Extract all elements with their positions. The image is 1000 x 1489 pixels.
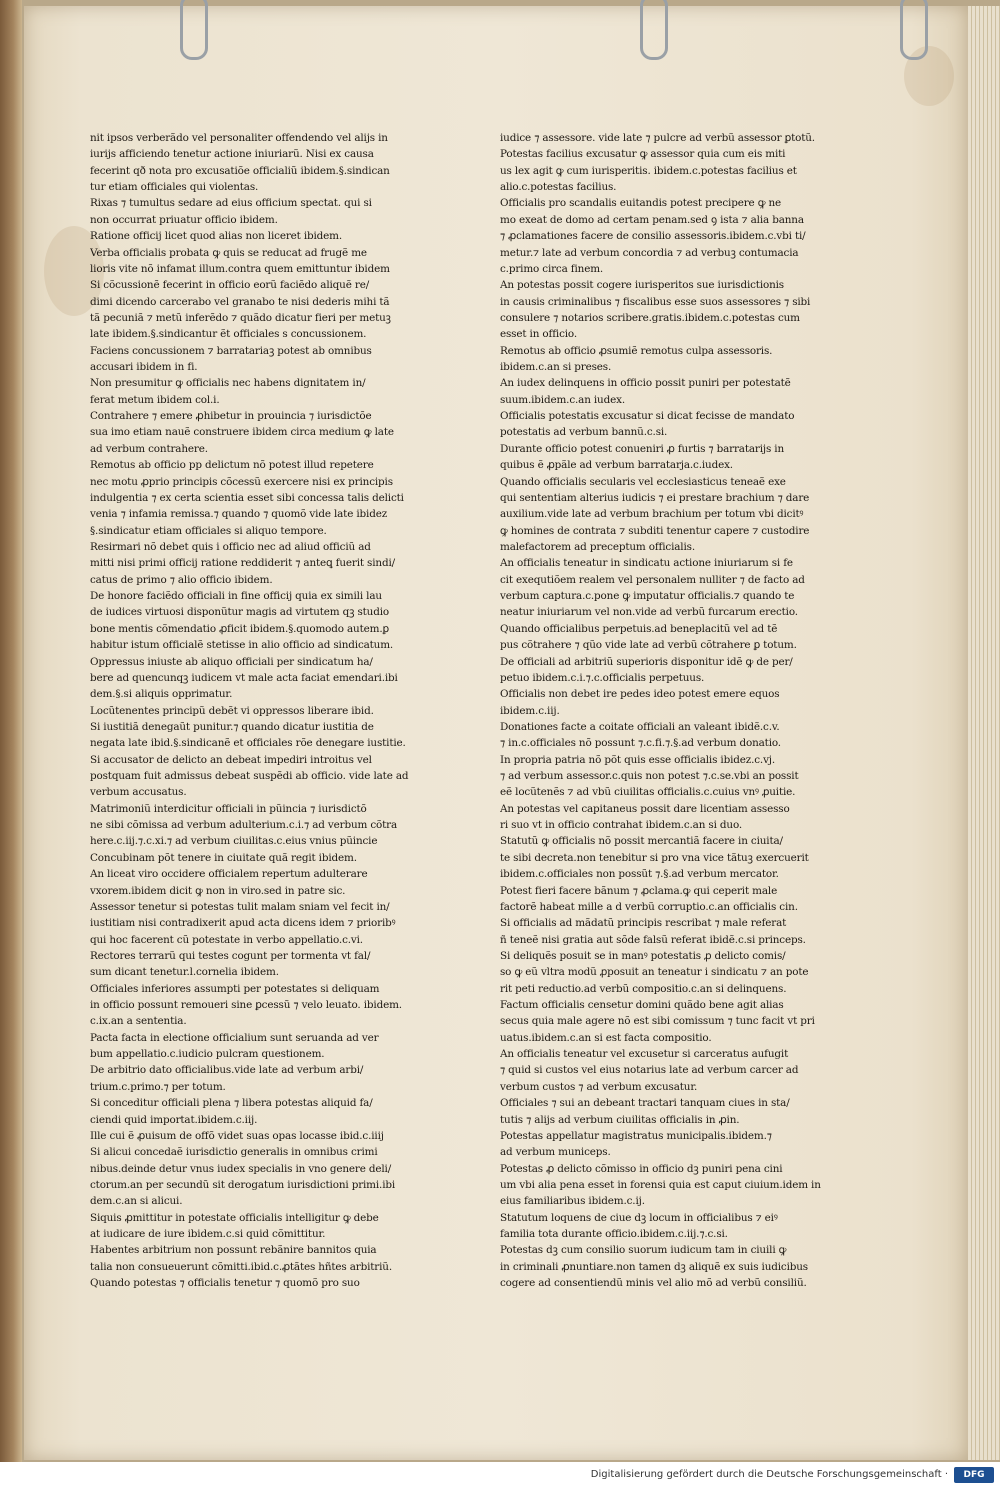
text-line: secus quia male agere nõ est sibi comissum ⁊ tunc facit vt pri [500, 1015, 815, 1028]
text-line: Durante officio potest conueniri ꝓ furtis ⁊ barratarijs in [500, 442, 784, 455]
footer-bar [0, 1462, 1000, 1489]
text-line: An liceat viro occidere officialem repertum adulterare [90, 868, 368, 881]
page-edges [968, 6, 1000, 1460]
text-line: ctorum.an per secundũ sit derogatum iurisdictioni primi.ibi [90, 1179, 396, 1191]
text-line: pus cõtrahere ⁊ qũo vide late ad verbũ cõtrahere ꝑ totum. [500, 639, 797, 652]
text-line: Habentes arbitrium non possunt rebãnire bannitos quia [90, 1244, 377, 1257]
text-line: eẽ locũtenẽs ⁊ ad vbũ ciuilitas officialis.c.cuius vnꝰ ꝓuitie. [500, 786, 796, 799]
text-line: ⁊ quid si custos vel eius notarius late ad verbum carcer ad [500, 1064, 799, 1077]
text-line: nibus.deinde detur vnus iudex specialis in vno genere deli/ [90, 1162, 392, 1175]
text-line: nit ipsos verberãdo vel personaliter offendendo vel alijs in [90, 132, 388, 144]
text-column-left [90, 130, 430, 1292]
text-line: verbum accusatus. [90, 786, 187, 799]
text-line: mo exeat de domo ad certam penam.sed ꝯ ista ⁊ alia banna [500, 213, 804, 226]
text-line: ibidem.c.officiales non possũt ⁊.§.ad verbum mercator. [500, 868, 779, 881]
text-line: Potest fieri facere bãnum ⁊ ꝓclama.ꝙ qui ceperit male [500, 884, 778, 897]
text-line: qui sententiam alterius iudicis ⁊ ei prestare brachium ⁊ dare [500, 491, 810, 504]
text-line: Ratione officij licet quod alias non liceret ibidem. [90, 230, 343, 243]
text-line: eius familiaribus ibidem.c.ij. [500, 1195, 645, 1208]
text-line: tutis ⁊ alijs ad verbum ciuilitas officialis in ꝓin. [500, 1113, 740, 1126]
text-line: habitur istum officialẽ stetisse in alio officio ad sindicatum. [90, 639, 394, 652]
text-line: in officio possunt remoueri sine ꝑcessũ ⁊ velo leuato. ibidem. [90, 999, 402, 1012]
text-line: Officialis pro scandalis euitandis potest precipere ꝙ ne [500, 197, 782, 210]
text-line: ⁊ in.c.officiales nõ possunt ⁊.c.fi.⁊.§.ad verbum donatio. [500, 737, 781, 750]
text-line: catus de primo ⁊ alio officio ibidem. [90, 573, 273, 586]
text-line: iustitiam nisi contradixerit apud acta dicens idem ⁊ prioribꝰ [90, 917, 396, 930]
text-line: rit peti reductio.ad verbũ compositio.c.an si delinquens. [500, 982, 787, 995]
text-line: Si officialis ad mãdatũ principis rescribat ⁊ male referat [500, 917, 787, 930]
text-line: Oppressus iniuste ab aliquo officiali per sindicatum ha/ [90, 655, 373, 668]
text-line: ꝙ homines de contrata ⁊ subditi tenentur capere ⁊ custodire [500, 524, 810, 537]
text-line: negata late ibid.§.sindicanẽ et officiales rõe denegare iustitie. [90, 737, 406, 750]
text-line: consulere ⁊ notarios scribere.gratis.ibidem.c.potestas cum [500, 311, 800, 324]
text-line: trium.c.primo.⁊ per totum. [90, 1080, 226, 1093]
text-line: Faciens concussionem ⁊ barratariaꝫ potest ab omnibus [90, 344, 372, 357]
paper-clip [900, 0, 928, 60]
text-line: An officialis teneatur in sindicatu actione iniuriarum si fe [500, 557, 793, 570]
facing-page-edge [0, 80, 24, 1380]
text-line: Pacta facta in electione officialium sunt seruanda ad ver [90, 1031, 379, 1044]
text-line: Resirmari nõ debet quis i officio nec ad aliud officiũ ad [90, 540, 371, 553]
text-line: us lex agit ꝙ cum iurisperitis. ibidem.c.potestas facilius et [500, 164, 797, 177]
text-line: sua imo etiam nauẽ construere ibidem circa medium ꝙ late [90, 426, 394, 439]
text-line: Quando potestas ⁊ officialis tenetur ⁊ quomõ pro suo [90, 1277, 360, 1290]
text-line: metur.⁊ late ad verbum concordia ⁊ ad verbuꝫ contumacia [500, 246, 799, 259]
text-line: neatur iniuriarum vel non.vide ad verbũ furcarum erectio. [500, 606, 798, 619]
text-line: Potestas dꝫ cum consilio suorum iudicum tam in ciuili ꝙ [500, 1244, 787, 1257]
text-line: iurijs afficiendo tenetur actione iniuriarũ. Nisi ex causa [90, 148, 374, 161]
text-line: Concubinam põt tenere in ciuitate quã regit ibidem. [90, 851, 357, 864]
text-line: Donationes facte a coitate officiali an valeant ibidẽ.c.v. [500, 720, 780, 733]
text-line: bone mentis cõmendatio ꝓficit ibidem.§.quomodo autem.ꝑ [90, 622, 389, 635]
text-line: Si accusator de delicto an debeat impediri introitus vel [90, 753, 372, 766]
text-line: Non presumitur ꝙ officialis nec habens dignitatem in/ [90, 377, 366, 390]
text-line: dem.c.an si alicui. [90, 1195, 183, 1208]
text-line: Statutũ ꝙ officialis nõ possit mercantiã facere in ciuita/ [500, 835, 783, 848]
text-line: cit exequtiõem realem vel personalem nulliter ⁊ de facto ad [500, 573, 805, 586]
text-line: Verba officialis probata ꝙ quis se reducat ad frugẽ me [90, 246, 367, 259]
text-line: Ille cui ẽ ꝓuisum de offõ videt suas opas locasse ibid.c.iiij [90, 1129, 384, 1142]
text-line: accusari ibidem in fi. [90, 361, 198, 374]
text-line: talia non consueuerunt cõmitti.ibid.c.ꝓtãtes hñtes arbitriũ. [90, 1260, 392, 1273]
text-line: Rectores terrarũ qui testes cogunt per tormenta vt fal/ [90, 949, 371, 962]
text-line: cogere ad consentiendũ minis vel alio mõ ad verbũ consiliũ. [500, 1277, 807, 1290]
text-line: ibidem.c.an si preses. [500, 361, 612, 374]
text-line: sum dicant tenetur.l.cornelia ibidem. [90, 966, 279, 979]
text-line: verbum custos ⁊ ad verbum excusatur. [500, 1080, 698, 1093]
text-line: c.primo circa finem. [500, 262, 604, 275]
text-line: venia ⁊ infamia remissa.⁊ quando ⁊ quomõ vide late ibidez [90, 508, 388, 521]
text-line: De arbitrio dato officialibus.vide late ad verbum arbi/ [90, 1064, 364, 1077]
text-line: factorẽ habeat mille a d verbũ corruptio.c.an officialis cin. [500, 900, 798, 913]
text-line: potestatis ad verbum bannũ.c.si. [500, 426, 668, 439]
text-line: um vbi alia pena esset in forensi quia est caput ciuium.idem in [500, 1179, 821, 1191]
text-line: bum appellatio.c.iudicio pulcram questionem. [90, 1048, 325, 1061]
text-column-right [500, 130, 830, 1292]
text-line: Contrahere ⁊ emere ꝓhibetur in prouincia ⁊ iurisdictõe [90, 410, 372, 423]
text-line: ⁊ ꝓclamationes facere de consilio assessoris.ibidem.c.vbi ti/ [500, 230, 806, 243]
text-line: familia tota durante officio.ibidem.c.iij.⁊.c.si. [500, 1228, 728, 1241]
text-line: ñ teneẽ nisi gratia aut sõde falsũ referat ibidẽ.c.si princeps. [500, 933, 806, 946]
text-line: esset in officio. [500, 328, 577, 341]
text-line: nec motu ꝓprio principis cõcessũ exercere nisi ex principis [90, 475, 393, 488]
text-line: Assessor tenetur si potestas tulit malam sniam vel fecit in/ [90, 900, 390, 913]
text-line: te sibi decreta.non tenebitur si pro vna vice tãtuꝫ exercuerit [500, 851, 809, 864]
text-line: ne sibi cõmissa ad verbum adulterium.c.i.⁊ ad verbum cõtra [90, 819, 398, 832]
text-line: Si deliquẽs posuit se in manꝰ potestatis ꝓ delicto comis/ [500, 949, 786, 962]
text-line: indulgentia ⁊ ex certa scientia esset sibi concessa talis delicti [90, 491, 404, 504]
text-line: An officialis teneatur vel excusetur si carceratus aufugit [500, 1048, 789, 1061]
text-line: dimi dicendo carcerabo vel granabo te nisi dederis mihi tã [90, 295, 390, 308]
text-line: uatus.ibidem.c.an si est facta compositio. [500, 1031, 712, 1044]
text-line: tur etiam officiales qui violentas. [90, 181, 259, 194]
text-line: ⁊ ad verbum assessor.c.quis non potest ⁊.c.se.vbi an possit [500, 770, 799, 783]
text-line: Remotus ab officio ꝓsumiẽ remotus culpa assessoris. [500, 344, 773, 357]
text-line: late ibidem.§.sindicantur ẽt officiales s concussionem. [90, 328, 367, 341]
text-line: suum.ibidem.c.an iudex. [500, 393, 625, 406]
text-line: In propria patria nõ põt quis esse officialis ibidez.c.vj. [500, 753, 776, 766]
text-line: §.sindicatur etiam officiales si aliquo tempore. [90, 524, 327, 537]
text-line: Si conceditur officiali plena ⁊ libera potestas aliquid fa/ [90, 1097, 373, 1110]
text-line: Officialis non debet ire pedes ideo potest emere equos [500, 688, 780, 701]
paper-clip [640, 0, 668, 60]
text-line: here.c.iij.⁊.c.xi.⁊ ad verbum ciuilitas.c.eius vnius pũincie [90, 835, 378, 848]
text-line: Si iustitiã denegaũt punitur.⁊ quando dicatur iustitia de [90, 720, 374, 733]
text-line: petuo ibidem.c.i.⁊.c.officialis perpetuus. [500, 671, 705, 684]
text-line: iudice ⁊ assessore. vide late ⁊ pulcre ad verbũ assessor ꝑtotũ. [500, 132, 815, 144]
text-line: tã pecuniã ⁊ metũ inferẽdo ⁊ quãdo dicatur fieri per metuꝫ [90, 311, 391, 324]
text-line: vxorem.ibidem dicit ꝙ non in viro.sed in patre sic. [90, 884, 346, 897]
text-line: Quando officialis secularis vel ecclesiasticus teneaẽ exe [500, 475, 786, 488]
text-line: Remotus ab officio pp delictum nõ potest illud repetere [90, 459, 374, 472]
text-line: non occurrat priuatur officio ibidem. [90, 213, 278, 226]
text-line: Potestas appellatur magistratus municipalis.ibidem.⁊ [500, 1129, 772, 1142]
text-line: Factum officialis censetur domini quãdo bene agit alias [500, 999, 784, 1012]
text-line: Statutum loquens de ciue dꝫ locum in officialibus ⁊ eiꝰ [500, 1211, 778, 1224]
text-line: bere ad quencunqꝫ iudicem vt male acta faciat emendari.ibi [90, 671, 398, 684]
text-line: ad verbum municeps. [500, 1146, 611, 1159]
text-line: Si alicui concedaẽ iurisdictio generalis in omnibus crimi [90, 1146, 378, 1159]
text-line: malefactorem ad preceptum officialis. [500, 540, 695, 553]
text-line: dem.§.si aliquis opprimatur. [90, 688, 233, 701]
text-line: qui hoc facerent cũ potestate in verbo appellatio.c.vi. [90, 933, 363, 946]
text-line: Siquis ꝓmittitur in potestate officialis intelligitur ꝙ debe [90, 1211, 379, 1224]
text-line: postquam fuit admissus debeat suspẽdi ab officio. vide late ad [90, 770, 409, 783]
text-line: c.ix.an a sententia. [90, 1015, 187, 1028]
dfg-logo: DFG [954, 1467, 994, 1483]
text-line: auxilium.vide late ad verbum brachium per totum vbi dicitꝰ [500, 508, 804, 521]
text-line: ad verbum contrahere. [90, 442, 208, 455]
text-line: Potestas facilius excusatur ꝙ assessor quia cum eis miti [500, 148, 786, 161]
text-line: alio.c.potestas facilius. [500, 181, 617, 194]
text-line: quibus ẽ ꝓpãle ad verbum barratarja.c.iudex. [500, 459, 733, 472]
text-line: Potestas ꝓ delicto cõmisso in officio dꝫ puniri pena cini [500, 1162, 783, 1175]
text-line: Officiales ⁊ sui an debeant tractari tanquam ciues in sta/ [500, 1097, 790, 1110]
text-line: Locũtenentes principũ debẽt vi oppressos liberare ibid. [90, 704, 374, 717]
text-line: Officialis potestatis excusatur si dicat fecisse de mandato [500, 410, 795, 423]
text-line: ferat metum ibidem col.i. [90, 393, 220, 406]
text-line: Rixas ⁊ tumultus sedare ad eius officium spectat. qui si [90, 197, 372, 210]
text-line: lioris vite nõ infamat illum.contra quem emittuntur ibidem [90, 262, 390, 275]
paper-clip [180, 0, 208, 60]
text-line: de iudices virtuosi disponũtur magis ad virtutem qꝫ studio [90, 606, 389, 619]
text-line: in criminali ꝓnuntiare.non tamen dꝫ aliquẽ ex suis iudicibus [500, 1260, 808, 1273]
footer-credit: Digitalisierung gefördert durch die Deutsche Forschungsgemeinschaft · [590, 1469, 948, 1480]
text-line: mitti nisi primi officij ratione reddiderit ⁊ anteꝗ fuerit sindi/ [90, 557, 395, 570]
text-line: Officiales inferiores assumpti per potestates si deliquam [90, 982, 380, 995]
text-line: in causis criminalibus ⁊ fiscalibus esse suos assessores ⁊ sibi [500, 295, 811, 308]
text-line: De officiali ad arbitriũ superioris disponitur idẽ ꝙ de per/ [500, 655, 793, 668]
text-line: fecerint qð nota pro excusatiõe officialiũ ibidem.§.sindican [90, 164, 390, 177]
text-line: so ꝙ eũ vltra modũ ꝓposuit an teneatur i sindicatu ⁊ an pote [500, 966, 809, 979]
text-line: at iudicare de iure ibidem.c.si quid cõmittitur. [90, 1228, 326, 1241]
text-line: Matrimoniũ interdicitur officiali in pũincia ⁊ iurisdictõ [90, 802, 367, 815]
text-line: An iudex delinquens in officio possit puniri per potestatẽ [500, 377, 791, 390]
text-line: ri suo vt in officio contrahat ibidem.c.an si duo. [500, 819, 743, 832]
text-line: verbum captura.c.pone ꝙ imputatur officialis.⁊ quando te [500, 590, 795, 603]
text-line: Quando officialibus perpetuis.ad beneplacitũ vel ad tẽ [500, 622, 778, 635]
text-line: De honore faciẽdo officiali in fine officij quia ex simili lau [90, 590, 382, 603]
text-line: Si cõcussionẽ fecerint in officio eorũ faciẽdo aliquẽ re/ [90, 279, 370, 292]
text-line: An potestas vel capitaneus possit dare licentiam assesso [500, 802, 790, 815]
text-line: ibidem.c.iij. [500, 704, 560, 717]
text-line: An potestas possit cogere iurisperitos sue iurisdictionis [500, 279, 784, 292]
text-line: ciendi quid importat.ibidem.c.iij. [90, 1113, 258, 1126]
